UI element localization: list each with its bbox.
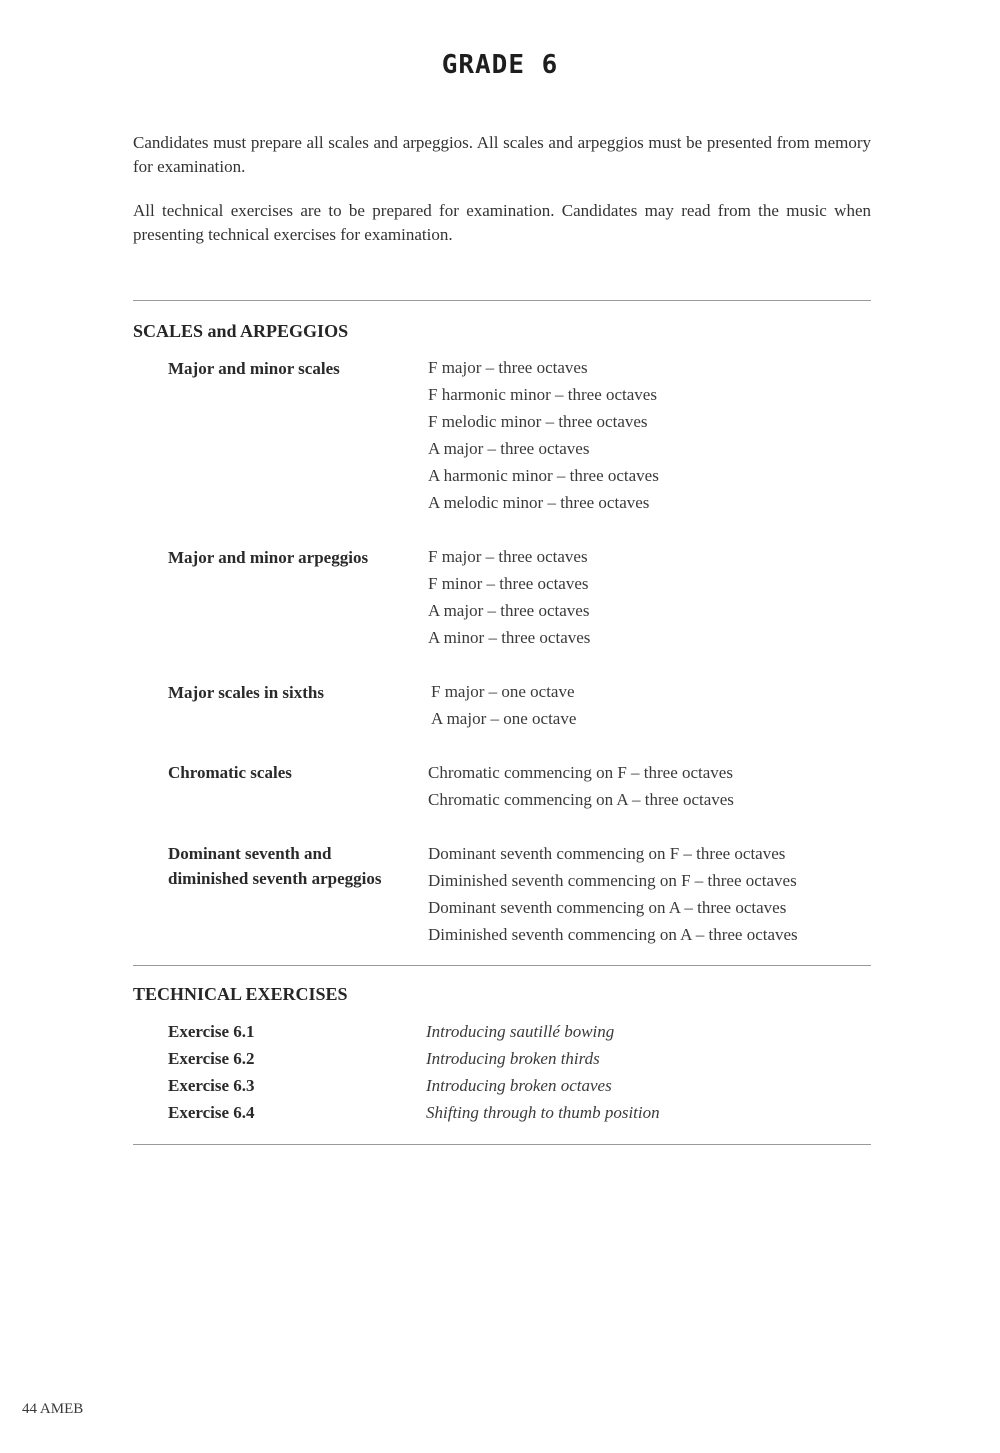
list-item: F melodic minor – three octaves xyxy=(428,412,648,431)
list-item: Dominant seventh commencing on F – three octaves xyxy=(428,844,786,863)
group-label-line: diminished seventh arpeggios xyxy=(168,869,382,888)
list-item: A minor – three octaves xyxy=(428,628,591,647)
exercise-row xyxy=(168,1045,868,1072)
list-item: F major – three octaves xyxy=(428,547,588,566)
group-items-chromatic-scales xyxy=(428,759,873,813)
list-item: A major – three octaves xyxy=(428,439,590,458)
exercise-name: Exercise 6.2 xyxy=(168,1049,255,1068)
exercise-description: Introducing sautillé bowing xyxy=(426,1022,615,1041)
list-item: Diminished seventh commencing on A – three octaves xyxy=(428,925,798,944)
list-item: A major – three octaves xyxy=(428,601,590,620)
list-item: Diminished seventh commencing on F – three octaves xyxy=(428,871,797,890)
exercise-name: Exercise 6.1 xyxy=(168,1022,255,1041)
intro-paragraph-1: Candidates must prepare all scales and arpeggios. All scales and arpeggios must be presented from memory for examination. xyxy=(133,133,871,176)
list-item: F major – one octave xyxy=(431,682,575,701)
divider xyxy=(133,965,871,966)
group-items-major-scales-sixths xyxy=(431,678,876,732)
group-label-chromatic-scales: Chromatic scales xyxy=(168,763,292,782)
list-item: F harmonic minor – three octaves xyxy=(428,385,657,404)
exercise-name: Exercise 6.3 xyxy=(168,1076,255,1095)
group-label-line: Dominant seventh and xyxy=(168,844,332,863)
list-item: F minor – three octaves xyxy=(428,574,589,593)
list-item: F major – three octaves xyxy=(428,358,588,377)
exercise-row xyxy=(168,1099,868,1126)
exercise-description: Introducing broken thirds xyxy=(426,1049,600,1068)
group-label-major-scales-sixths: Major scales in sixths xyxy=(168,683,324,702)
divider xyxy=(133,1144,871,1145)
list-item: Dominant seventh commencing on A – three octaves xyxy=(428,898,787,917)
group-items-seventh-arpeggios xyxy=(428,840,873,948)
group-items-major-minor-scales xyxy=(428,354,873,516)
divider xyxy=(133,300,871,301)
exercise-description: Shifting through to thumb position xyxy=(426,1103,660,1122)
list-item: A harmonic minor – three octaves xyxy=(428,466,659,485)
exercise-name: Exercise 6.4 xyxy=(168,1103,255,1122)
exercise-list xyxy=(168,1018,868,1126)
exercise-row xyxy=(168,1072,868,1099)
group-label-seventh-arpeggios xyxy=(168,841,428,891)
page-title: GRADE 6 xyxy=(441,50,559,80)
list-item: Chromatic commencing on A – three octaves xyxy=(428,790,734,809)
group-label-major-minor-arpeggios: Major and minor arpeggios xyxy=(168,548,369,567)
intro-paragraph-2: All technical exercises are to be prepared for examination. Candidates may read from the music when presenting technical exercises for examination. xyxy=(133,201,871,244)
page-footer: 44 AMEB xyxy=(22,1401,84,1417)
technical-exercises-heading: TECHNICAL EXERCISES xyxy=(133,984,348,1004)
exercise-row xyxy=(168,1018,868,1045)
list-item: Chromatic commencing on F – three octaves xyxy=(428,763,733,782)
list-item: A melodic minor – three octaves xyxy=(428,493,650,512)
group-label-major-minor-scales: Major and minor scales xyxy=(168,359,340,378)
list-item: A major – one octave xyxy=(431,709,577,728)
group-items-major-minor-arpeggios xyxy=(428,543,873,651)
exercise-description: Introducing broken octaves xyxy=(426,1076,612,1095)
scales-heading: SCALES and ARPEGGIOS xyxy=(133,321,349,341)
